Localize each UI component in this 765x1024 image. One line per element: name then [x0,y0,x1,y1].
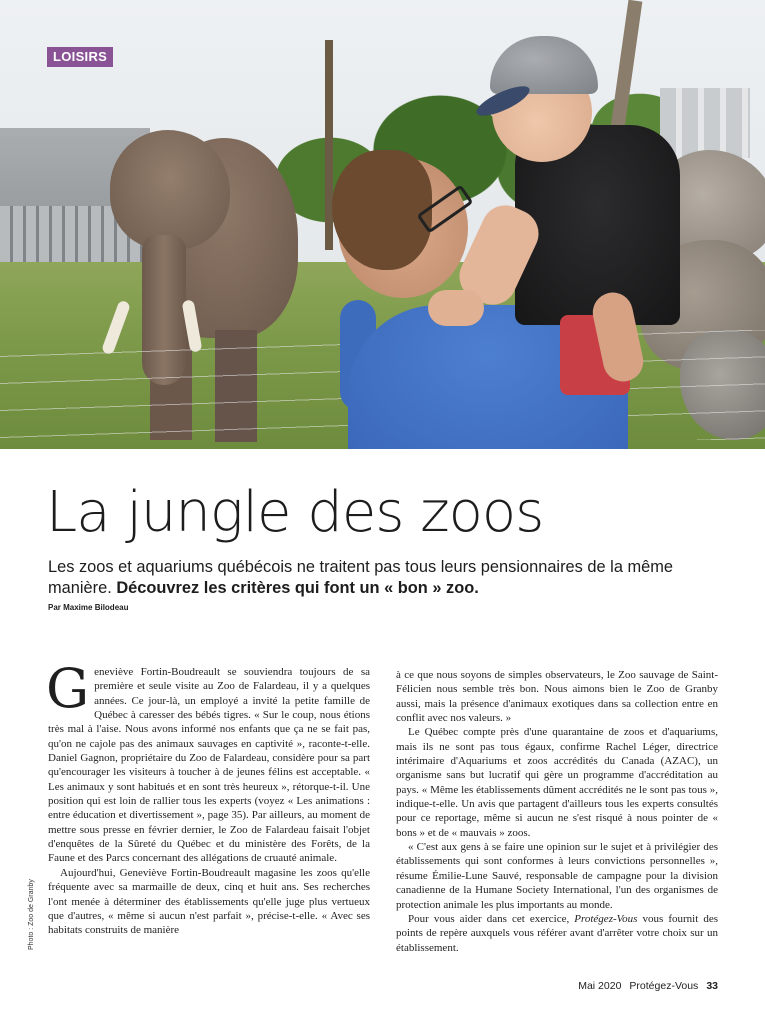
cap-icon [490,36,598,94]
drop-cap: G [46,657,90,720]
paragraph: Le Québec compte près d'une quarantaine de zoos et d'aquariums, mais ils ne sont pas tous égaux, confirme Rachel Léger, directrice intérimaire d'Aquariums et zoos accrédités du Canada (AZAC), un organisme sans but lucratif qui gère un programme d'accréditation au pays. « Même les établissements dûment accrédités ne le sont pas tous », indique-t-elle. Un avis que partagent d'ailleurs tous les experts consultés pour ce reportage, même si aucun ne s'est risqué à nous pointer de « bons » et de « mauvais » zoos. [396,726,718,839]
magazine-name-italic: Protégez-Vous [574,912,638,925]
hero-photo [0,0,765,449]
paragraph [396,912,718,955]
section-tag: LOISIRS [47,47,113,67]
page-footer [578,979,718,993]
paragraph [46,657,370,866]
magazine-name: Protégez-Vous [629,980,699,992]
byline: Par Maxime Bilodeau [48,603,129,612]
paragraph: Aujourd'hui, Geneviève Fortin-Boudreault magasine les zoos qu'elle fréquente avec sa marmaille de deux, cinq et huit ans. Ses recherches l'ont menée à déterminer des établissements qu'elle juge plus vertueux que d'autres, « même si aucun n'est parfait », précise-t-elle. « Avec ses habitats construits de manière [48,866,370,937]
photo-credit: Photo : Zoo de Granby [28,879,35,950]
dek-bold: Découvrez les critères qui font un « bon » zoo. [116,579,479,597]
issue-date: Mai 2020 [578,980,622,992]
headline: La jungle des zoos [46,480,544,545]
dek-lead: Les zoos et aquariums québécois ne traitent pas tous leurs pensionnaires de la même manière. [48,558,674,597]
dek [48,557,728,599]
paragraph-text: vous fournit des points de repère auxquels vous référer avant d'arrêter votre choix sur un établissement. [396,912,718,954]
page-number: 33 [706,980,718,992]
concrete-pillars [660,88,750,158]
paragraph-text: Pour vous aider dans cet exercice, [408,912,575,925]
body-column-right [396,668,718,955]
paragraph: « C'est aux gens à se faire une opinion sur le sujet et à privilégier des établissements qui sont conformes à leurs convictions personnelles », résume Émilie-Lune Sauvé, responsable de campagne pour la division canadienne de la Humane Society International, l'un des organismes de protection animale les plus importants au monde. [396,841,718,911]
body-column-left [46,657,370,938]
paragraph-text: eneviève Fortin-Boudreault se souviendra toujours de sa première et seule visite au Zoo de Falardeau, il y a quelques années. Ce jour-là, un employé a invité la petite famille de Québec à caresser des bébés tigres. « Sur le coup, nous étions très mal à l'aise. Nous avons informé nos enfants que ça ne se fait pas, qu'on ne cajole pas des animaux sauvages en captivité », raconte-t-elle. Daniel Gagnon, propriétaire du Zoo de Falardeau, considère pour sa part qu'encourager les visiteurs à toucher à de jeunes félins est acceptable. « Les animaux y sont habitués et en sont très heureux », rétorque-t-il. Une position qui est loin de rallier tous les experts (voyez « Les animations : entre éducation et divertissement », page 35). Par ailleurs, au moment de mettre sous presse en février dernier, le Zoo de Falardeau faisait l'objet d'enquêtes de la Sûreté du Québec et du ministère des Forêts, de la Faune et des Parcs concernant des allégations de cruauté animale. [48,666,370,865]
tree-trunk [325,40,333,250]
paragraph: à ce que nous soyons de simples observateurs, le Zoo sauvage de Saint-Félicien nous semble très bon. Nous aimons bien le Zoo de Granby aussi, mais la présence d'animaux exotiques dans sa collection entre en conflit avec nos valeurs. » [396,669,718,725]
